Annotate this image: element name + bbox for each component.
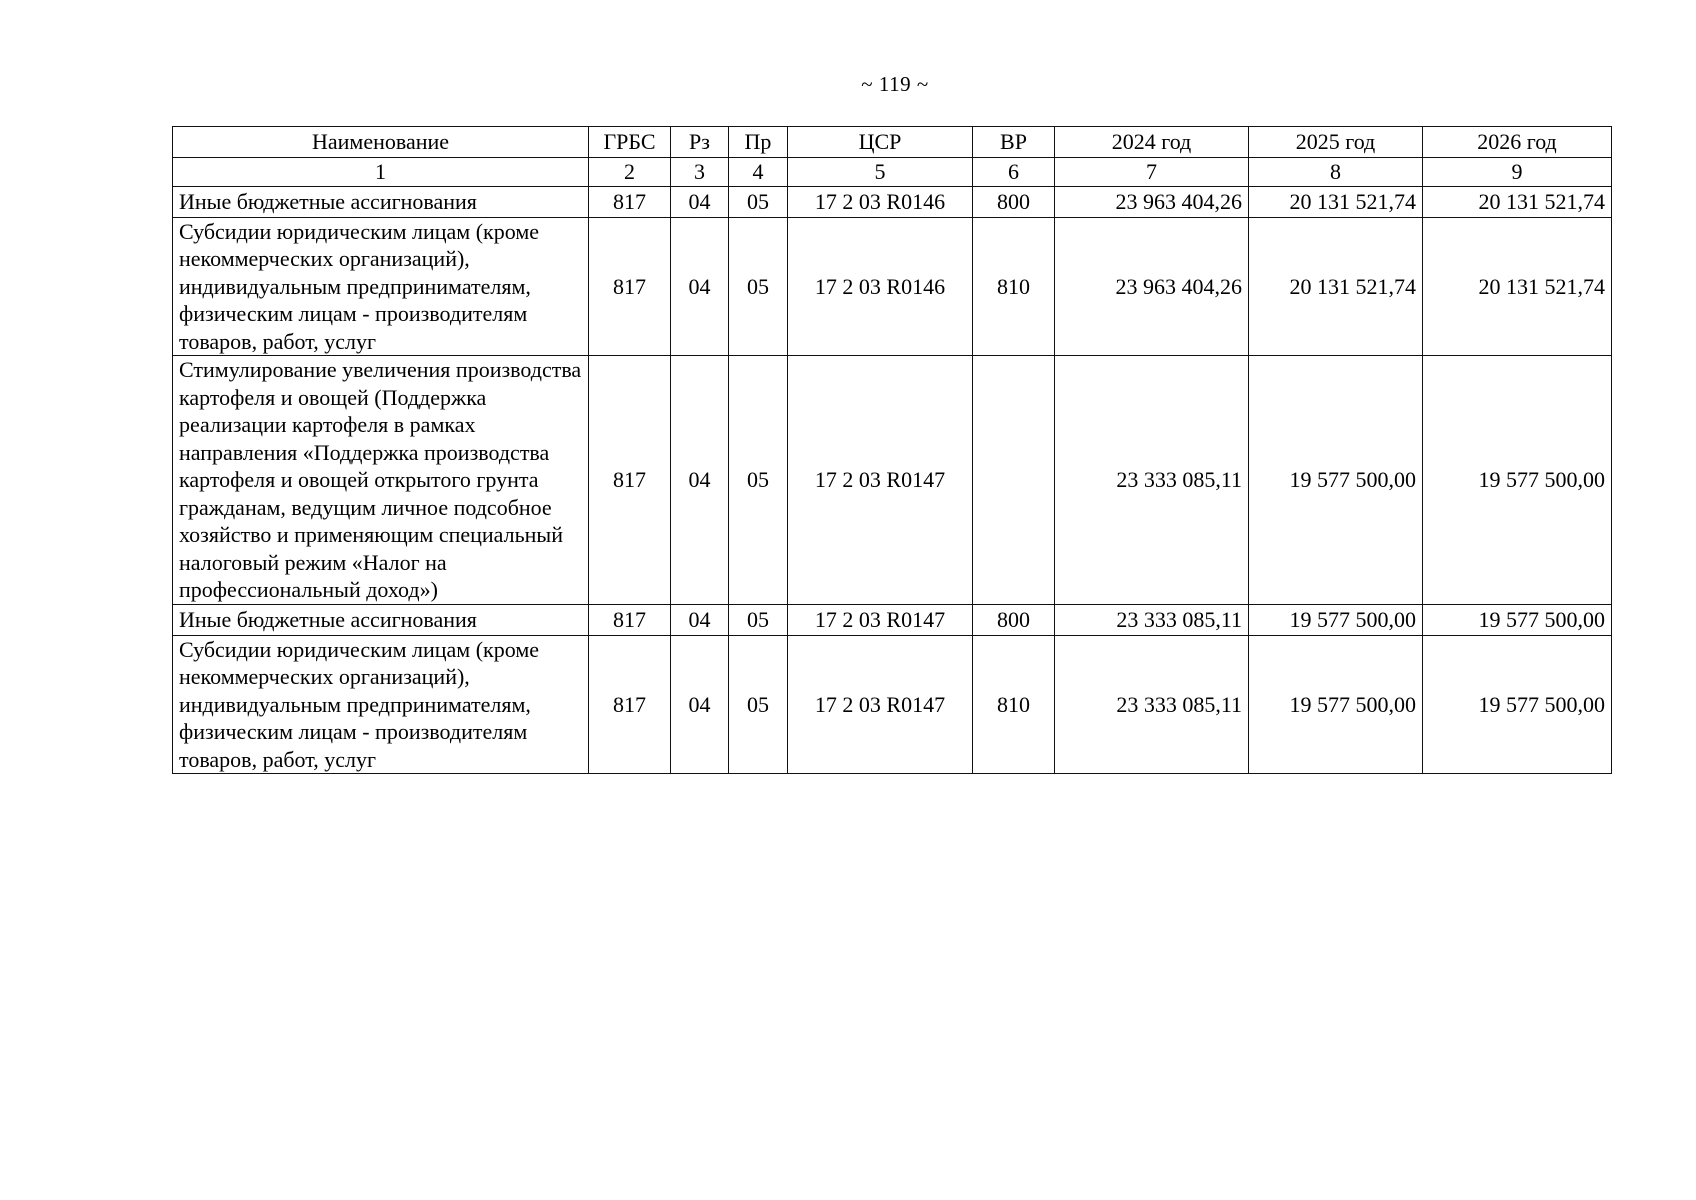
header-grbs: ГРБС [589, 127, 671, 158]
row-name: Стимулирование увеличения производства картофеля и овощей (Поддержка реализации картофеля в рамках направления «Поддержка производства картофеля и овощей открытого грунта гражданам, ведущим личное подсобное хозяйство и применяющим специальный налоговый режим «Налог на профессиональный доход») [173, 356, 589, 605]
row-vr: 800 [973, 604, 1055, 635]
row-vr: 800 [973, 186, 1055, 217]
row-rz: 04 [671, 356, 729, 605]
row-csr: 17 2 03 R0146 [788, 186, 973, 217]
header-csr: ЦСР [788, 127, 973, 158]
header-row [173, 127, 1612, 158]
row-csr: 17 2 03 R0147 [788, 356, 973, 605]
header-2024: 2024 год [1055, 127, 1249, 158]
row-pr: 05 [729, 604, 788, 635]
row-2026: 19 577 500,00 [1423, 604, 1612, 635]
row-2024: 23 333 085,11 [1055, 604, 1249, 635]
budget-table [172, 126, 1612, 774]
row-grbs: 817 [589, 604, 671, 635]
page-number: ~ 119 ~ [861, 72, 929, 96]
column-number: 8 [1249, 158, 1423, 187]
header-2025: 2025 год [1249, 127, 1423, 158]
row-2026: 19 577 500,00 [1423, 356, 1612, 605]
column-number: 2 [589, 158, 671, 187]
row-name: Иные бюджетные ассигнования [173, 604, 589, 635]
row-vr: 810 [973, 217, 1055, 356]
header-name: Наименование [173, 127, 589, 158]
table-row [173, 186, 1612, 217]
column-number-row [173, 158, 1612, 187]
row-name: Субсидии юридическим лицам (кроме некоммерческих организаций), индивидуальным предпринимателям, физическим лицам - производителям товаров, работ, услуг [173, 217, 589, 356]
column-number: 1 [173, 158, 589, 187]
row-pr: 05 [729, 635, 788, 774]
row-pr: 05 [729, 186, 788, 217]
row-2025: 20 131 521,74 [1249, 217, 1423, 356]
row-grbs: 817 [589, 217, 671, 356]
table-row [173, 604, 1612, 635]
header-pr: Пр [729, 127, 788, 158]
table-row [173, 356, 1612, 605]
column-number: 3 [671, 158, 729, 187]
row-2024: 23 963 404,26 [1055, 186, 1249, 217]
row-csr: 17 2 03 R0147 [788, 604, 973, 635]
row-2026: 20 131 521,74 [1423, 217, 1612, 356]
column-number: 6 [973, 158, 1055, 187]
row-rz: 04 [671, 217, 729, 356]
row-pr: 05 [729, 356, 788, 605]
row-rz: 04 [671, 604, 729, 635]
header-2026: 2026 год [1423, 127, 1612, 158]
row-csr: 17 2 03 R0147 [788, 635, 973, 774]
row-rz: 04 [671, 635, 729, 774]
column-number: 9 [1423, 158, 1612, 187]
row-2026: 19 577 500,00 [1423, 635, 1612, 774]
row-grbs: 817 [589, 635, 671, 774]
row-vr: 810 [973, 635, 1055, 774]
row-csr: 17 2 03 R0146 [788, 217, 973, 356]
row-grbs: 817 [589, 186, 671, 217]
row-vr [973, 356, 1055, 605]
row-grbs: 817 [589, 356, 671, 605]
header-vr: ВР [973, 127, 1055, 158]
row-2025: 19 577 500,00 [1249, 604, 1423, 635]
row-name: Иные бюджетные ассигнования [173, 186, 589, 217]
row-2024: 23 333 085,11 [1055, 356, 1249, 605]
table-row [173, 635, 1612, 774]
row-pr: 05 [729, 217, 788, 356]
row-2025: 20 131 521,74 [1249, 186, 1423, 217]
row-2024: 23 333 085,11 [1055, 635, 1249, 774]
row-name: Субсидии юридическим лицам (кроме некоммерческих организаций), индивидуальным предпринимателям, физическим лицам - производителям товаров, работ, услуг [173, 635, 589, 774]
header-rz: Рз [671, 127, 729, 158]
row-2025: 19 577 500,00 [1249, 635, 1423, 774]
column-number: 5 [788, 158, 973, 187]
row-2024: 23 963 404,26 [1055, 217, 1249, 356]
row-2025: 19 577 500,00 [1249, 356, 1423, 605]
column-number: 7 [1055, 158, 1249, 187]
row-2026: 20 131 521,74 [1423, 186, 1612, 217]
column-number: 4 [729, 158, 788, 187]
row-rz: 04 [671, 186, 729, 217]
table-row [173, 217, 1612, 356]
